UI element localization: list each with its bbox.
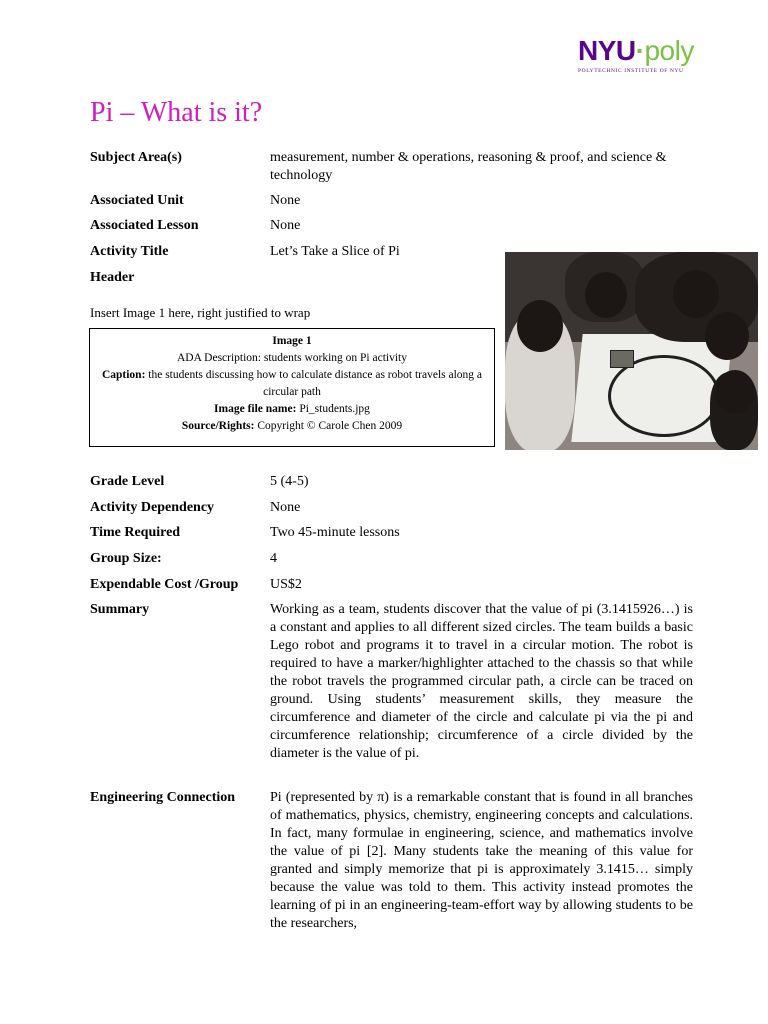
image-rights [90,418,494,435]
caption-label: Caption: [101,369,146,381]
field-label: Subject Area(s) [90,150,182,165]
field-label: Engineering Connection [90,790,236,805]
nyu-poly-logo [578,36,698,74]
photo-student-head [585,272,627,318]
field-label: Summary [90,602,150,617]
logo-nyu: NYU [578,35,636,66]
field-label: Activity Title [90,244,169,259]
insert-image-note: Insert Image 1 here, right justified to wrap [90,305,311,320]
file-text: Pi_students.jpg [296,403,370,415]
rights-label: Source/Rights: [181,420,255,432]
photo-robot [610,350,634,368]
field-value: US$2 [270,577,302,592]
field-value: None [270,500,301,515]
field-value: measurement, number & operations, reasoning & proof, and science & technology [270,150,667,183]
field-value: 5 (4-5) [270,474,309,489]
image-heading: Image 1 [272,335,312,347]
field-value: None [270,218,301,233]
photo-student-head [715,370,755,414]
field-label: Associated Unit [90,193,184,208]
logo-poly: poly [644,35,694,66]
caption-text: the students discussing how to calculate distance as robot travels along a circular path [145,369,483,398]
image-info-box [89,328,495,447]
students-photo [505,252,758,450]
field-label: Header [90,270,135,285]
field-label: Grade Level [90,474,165,489]
field-value: Working as a team, students discover that the value of pi (3.1415926…) is a constant and applies to all different sized circles. The team builds a basic Lego robot and programs it to travel in a circular motion. The robot is required to have a marker/highlighter attached to the chassis so that while the robot travels the programmed circular path, a circle can be traced on ground. Using students’ measurement skills, they measure the circumference and diameter of the circle and calculate pi via the pi and circumference relationship; circumference of a circle divided by the diameter is the value of pi. [270,602,693,761]
photo-student-head [673,270,719,318]
field-label: Time Required [90,525,181,540]
field-value: Two 45-minute lessons [270,525,400,540]
field-label: Activity Dependency [90,500,215,515]
field-value: Let’s Take a Slice of Pi [270,244,400,259]
image-file-name [90,401,494,418]
rights-text: Copyright © Carole Chen 2009 [254,420,403,432]
logo-dot: · [635,35,645,66]
logo-wordmark [578,36,698,66]
field-value: Pi (represented by π) is a remarkable constant that is found in all branches of mathematics, physics, chemistry, engineering concepts and calculations. In fact, many formulae in engineering, science, and mathematics involve the value of pi [2]. Many students take the meaning of this value for granted and simply memorize that pi is approximately 3.1415… simply because the value was told to them. This activity instead promotes the learning of pi in an engineering-team-effort way by allowing students to be the researchers, [270,790,693,931]
page-title: Pi – What is it? [90,97,263,128]
photo-student-head [517,300,563,352]
field-label: Associated Lesson [90,218,199,233]
field-label: Group Size: [90,551,162,566]
image-ada: ADA Description: students working on Pi activity [177,352,407,364]
field-value: 4 [270,551,277,566]
image-caption [90,367,494,401]
file-label: Image file name: [214,403,297,415]
field-value: None [270,193,301,208]
photo-student-head [705,312,749,360]
field-label: Expendable Cost /Group [90,577,239,592]
logo-subtitle: POLYTECHNIC INSTITUTE OF NYU [578,68,684,74]
